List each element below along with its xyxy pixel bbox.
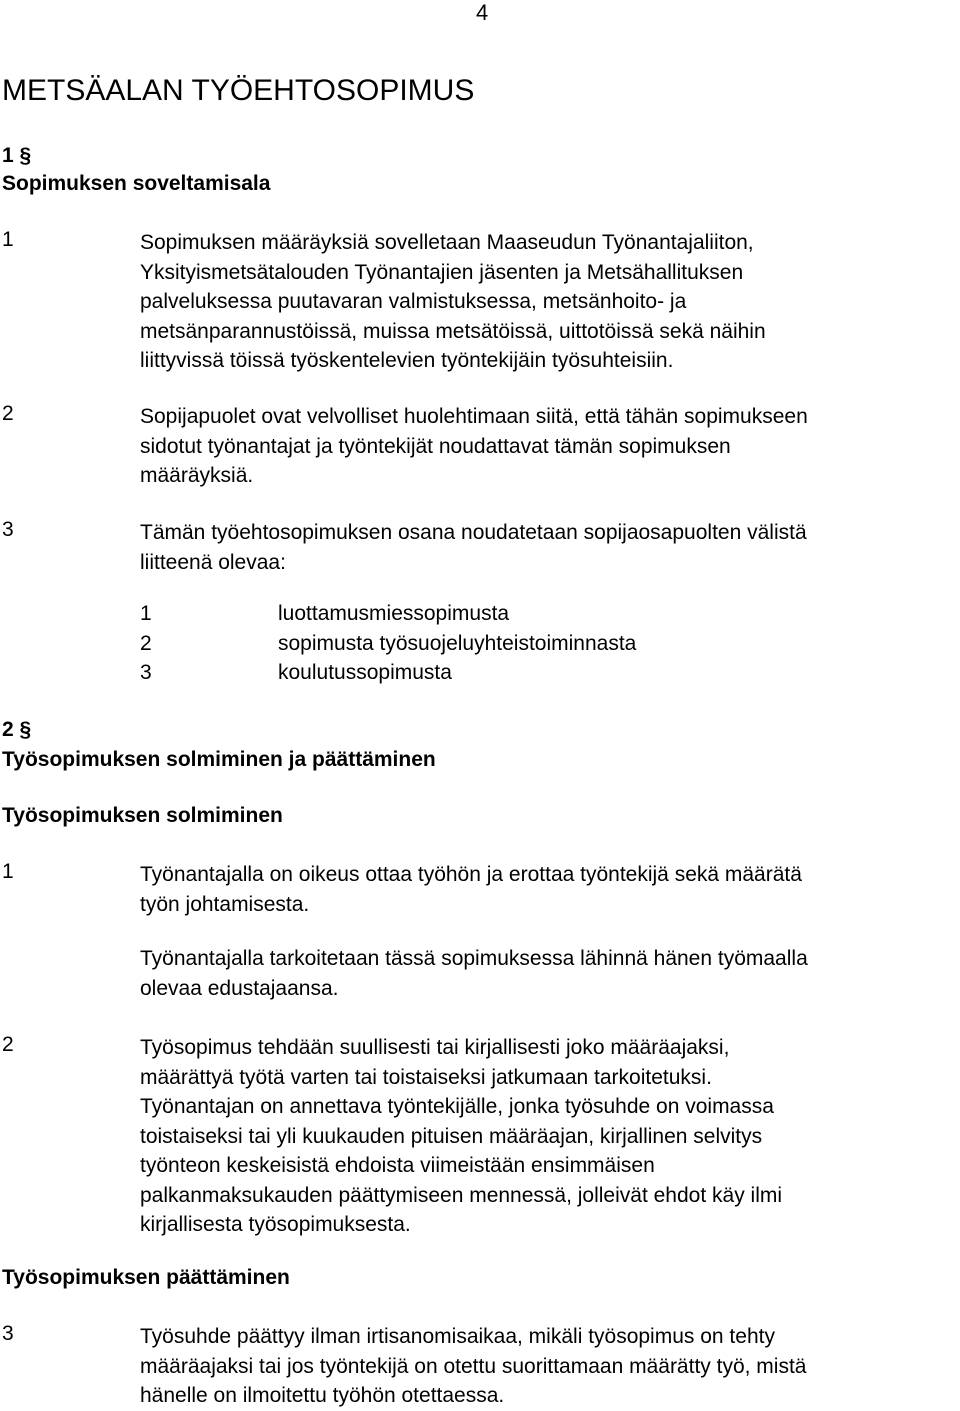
item-number: 2 xyxy=(2,1033,14,1056)
paragraph-line: määrättyä työtä varten tai toistaiseksi jatkumaan tarkoitetuksi. xyxy=(140,1065,712,1089)
paragraph xyxy=(140,944,808,1003)
paragraph xyxy=(140,1322,806,1411)
paragraph-line: Työnantajan on annettava työntekijälle, jonka työsuhde on voimassa xyxy=(140,1095,774,1118)
paragraph-line: työn johtamisesta. xyxy=(140,892,310,916)
sub-heading: Työsopimuksen solmiminen xyxy=(2,804,283,827)
paragraph-line: Työsuhde päättyy ilman irtisanomisaikaa, mikäli työsopimus on tehty xyxy=(140,1325,775,1348)
subitem-text: koulutussopimusta xyxy=(278,661,452,684)
paragraph-line: työnteon keskeisistä ehdoista viimeistään ensimmäisen xyxy=(140,1154,655,1177)
item-number: 3 xyxy=(2,1322,14,1345)
paragraph-line: Työsopimus tehdään suullisesti tai kirjallisesti joko määräajaksi, xyxy=(140,1036,730,1059)
subitem-number: 2 xyxy=(140,632,152,655)
paragraph-line: kirjallisesta työsopimuksesta. xyxy=(140,1213,411,1236)
paragraph-line: Työnantajalla tarkoitetaan tässä sopimuksessa lähinnä hänen työmaalla xyxy=(140,947,808,970)
paragraph-line: määräyksiä. xyxy=(140,464,254,487)
paragraph-line: liittyvissä töissä työskentelevien työntekijäin työsuhteisiin. xyxy=(140,349,674,372)
paragraph xyxy=(140,1033,782,1240)
paragraph-line: palveluksessa puutavaran valmistuksessa, metsänhoito- ja xyxy=(140,290,687,313)
paragraph-line: Tämän työehtosopimuksen osana noudatetaan sopijaosapuolten välistä xyxy=(140,521,807,544)
paragraph-line: toistaiseksi tai yli kuukauden pituisen määräajan, kirjallinen selvitys xyxy=(140,1124,763,1148)
paragraph xyxy=(140,518,807,577)
item-number: 1 xyxy=(2,860,14,883)
page-number: 4 xyxy=(476,0,489,25)
subitem-number: 1 xyxy=(140,602,152,625)
paragraph-line: metsänparannustöissä, muissa metsätöissä, uittotöissä sekä näihin xyxy=(140,319,766,343)
subitem-text: sopimusta työsuojeluyhteistoiminnasta xyxy=(278,632,637,655)
item-number: 2 xyxy=(2,402,14,425)
section-number: 1 § xyxy=(2,144,32,167)
paragraph xyxy=(140,860,802,919)
sub-heading: Työsopimuksen päättäminen xyxy=(2,1266,290,1289)
paragraph-line: liitteenä olevaa: xyxy=(140,550,286,574)
paragraph xyxy=(140,402,808,491)
subitem-text: luottamusmiessopimusta xyxy=(278,602,510,625)
section-number: 2 § xyxy=(2,718,32,741)
paragraph-line: sidotut työnantajat ja työntekijät noudattavat tämän sopimuksen xyxy=(140,434,731,458)
paragraph-line: Yksityismetsätalouden Työnantajien jäsenten ja Metsähallituksen xyxy=(140,260,744,284)
subitem-number: 3 xyxy=(140,661,152,684)
paragraph xyxy=(140,228,766,376)
item-number: 3 xyxy=(2,518,14,541)
paragraph-line: Sopijapuolet ovat velvolliset huolehtimaan siitä, että tähän sopimukseen xyxy=(140,405,808,428)
section-title: Työsopimuksen solmiminen ja päättäminen xyxy=(2,748,436,771)
paragraph-line: Työnantajalla on oikeus ottaa työhön ja erottaa työntekijä sekä määrätä xyxy=(140,863,802,886)
paragraph-line: Sopimuksen määräyksiä sovelletaan Maaseudun Työnantajaliiton, xyxy=(140,231,754,254)
document-title: METSÄALAN TYÖEHTOSOPIMUS xyxy=(2,74,475,107)
paragraph-line: määräajaksi tai jos työntekijä on otettu suorittamaan määrätty työ, mistä xyxy=(140,1354,807,1378)
paragraph-line: hänelle on ilmoitettu työhön otettaessa. xyxy=(140,1384,505,1407)
item-number: 1 xyxy=(2,228,14,251)
paragraph-line: palkanmaksukauden päättymiseen mennessä, jolleivät ehdot käy ilmi xyxy=(140,1183,783,1207)
paragraph-line: olevaa edustajaansa. xyxy=(140,976,339,1000)
section-title: Sopimuksen soveltamisala xyxy=(2,172,271,195)
